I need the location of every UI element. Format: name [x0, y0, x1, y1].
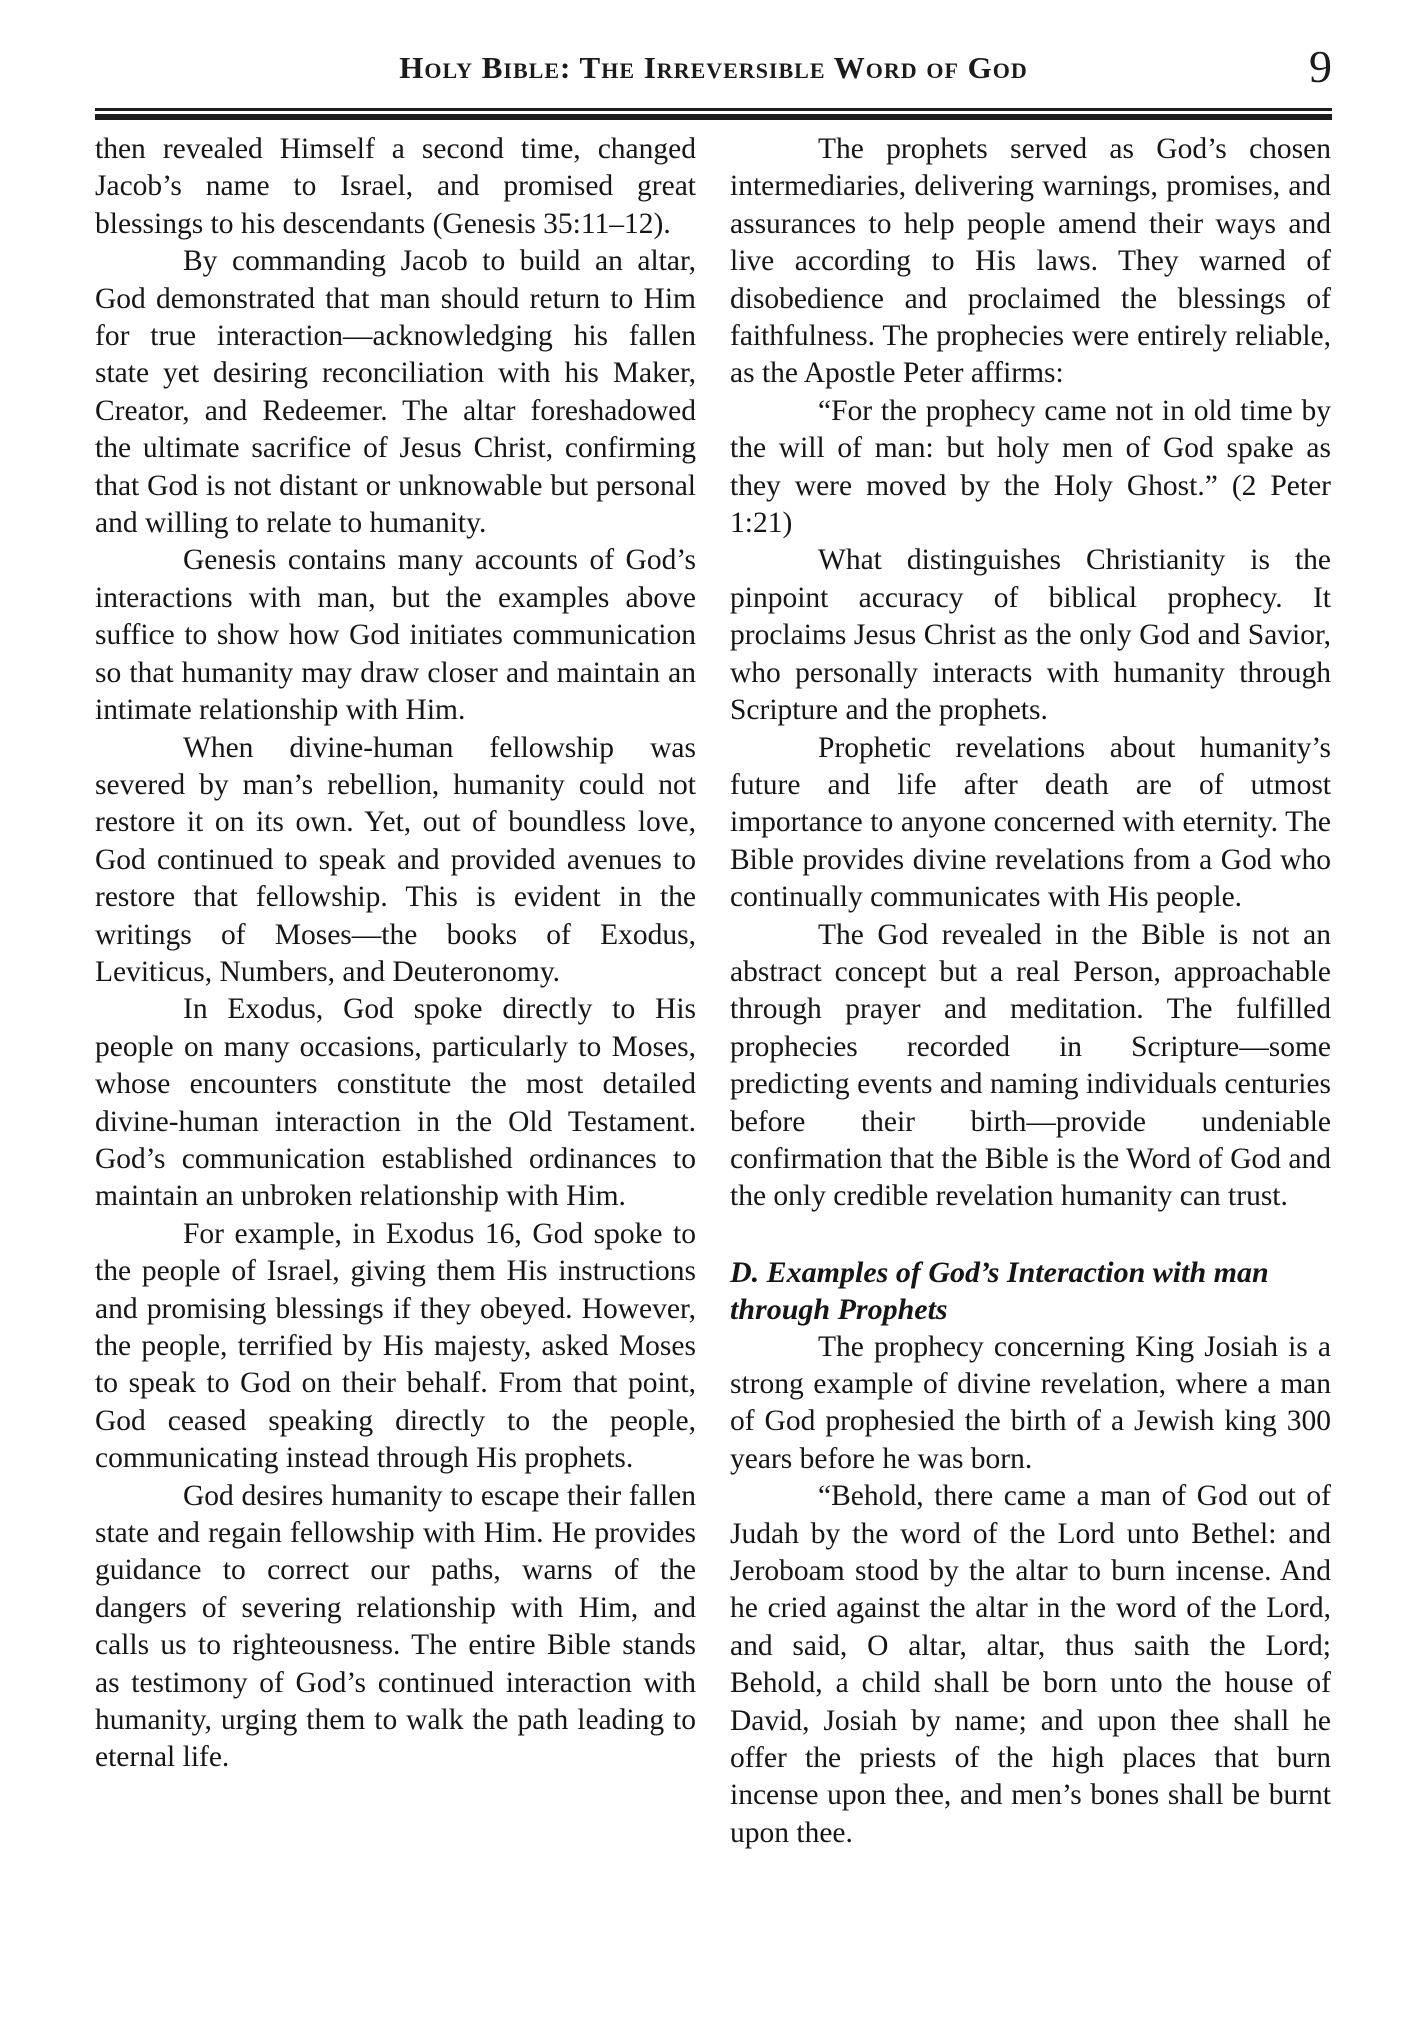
- paragraph: For example, in Exodus 16, God spoke to the people of Israel, giving them His instructions and promising blessings if they obeyed. However, the people, terrified by His majesty, asked Moses to speak to God on their behalf. From that point, God ceased speaking directly to the people, communicating instead through His prophets.: [95, 1217, 696, 1475]
- page-number: 9: [1309, 41, 1332, 92]
- left-column: [95, 131, 696, 1852]
- right-column: [730, 131, 1331, 1852]
- paragraph: The God revealed in the Bible is not an abstract concept but a real Person, approachable through prayer and meditation. The fulfilled prophecies recorded in Scripture—some predicting events and naming individuals centuries before their birth—provide undeniable confirmation that the Bible is the Word of God and the only credible revelation humanity can trust.: [730, 918, 1331, 1213]
- paragraph: By commanding Jacob to build an altar, God demonstrated that man should return to Him for true interaction—acknowledging his fallen state yet desiring reconciliation with his Maker, Creator, and Redeemer. The altar foreshadowed the ultimate sacrifice of Jesus Christ, confirming that God is not distant or unknowable but personal and willing to relate to humanity.: [95, 245, 696, 540]
- text-columns: [95, 131, 1332, 1852]
- paragraph: When divine-human fellowship was severed by man’s rebellion, humanity could not restore it on its own. Yet, out of boundless love, God continued to speak and provided avenues to restore that fellowship. This is evident in the writings of Moses—the books of Exodus, Leviticus, Numbers, and Deuteronomy.: [95, 731, 696, 988]
- header-rule: [95, 108, 1332, 120]
- paragraph: then revealed Himself a second time, changed Jacob’s name to Israel, and promised great blessings to his descendants (Genesis 35:11–12).: [95, 133, 696, 240]
- paragraph: “For the prophecy came not in old time by the will of man: but holy men of God spake as they were moved by the Holy Ghost.” (2 Peter 1:21): [730, 394, 1331, 540]
- paragraph: In Exodus, God spoke directly to His people on many occasions, particularly to Moses, whose encounters constitute the most detailed divine-human interaction in the Old Testament. God’s communication established ordinances to maintain an unbroken relationship with Him.: [95, 993, 696, 1213]
- page-title: Holy Bible: The Irreversible Word of God: [399, 50, 1028, 85]
- paragraph: The prophecy concerning King Josiah is a strong example of divine revelation, where a man of God prophesied the birth of a Jewish king 300 years before he was born.: [730, 1330, 1331, 1475]
- paragraph: God desires humanity to escape their fallen state and regain fellowship with Him. He provides guidance to correct our paths, warns of the dangers of severing relationship with Him, and calls us to righteousness. The entire Bible stands as testimony of God’s continued interaction with humanity, urging them to walk the path leading to eternal life.: [95, 1479, 696, 1774]
- paragraph: Prophetic revelations about humanity’s future and life after death are of utmost importance to anyone concerned with eternity. The Bible provides divine revelations from a God who continually communicates with His people.: [730, 731, 1331, 914]
- paragraph: “Behold, there came a man of God out of Judah by the word of the Lord unto Bethel: and Jeroboam stood by the altar to burn incense. And he cried against the altar in the word of the Lord, and said, O altar, altar, thus saith the Lord; Behold, a child shall be born unto the house of David, Josiah by name; and upon thee shall he offer the priests of the high places that burn incense upon thee, and men’s bones shall be burnt upon thee.: [730, 1480, 1331, 1849]
- paragraph: Genesis contains many accounts of God’s interactions with man, but the examples above suffice to show how God initiates communication so that humanity may draw closer and maintain an intimate relationship with Him.: [95, 544, 696, 727]
- section-heading: D. Examples of God’s Interaction with man through Prophets: [730, 1255, 1269, 1327]
- paragraph: The prophets served as God’s chosen intermediaries, delivering warnings, promises, and assurances to help people amend their ways and live according to His laws. They warned of disobedience and proclaimed the blessings of faithfulness. The prophecies were entirely reliable, as the Apostle Peter affirms:: [730, 133, 1331, 390]
- paragraph: What distinguishes Christianity is the pinpoint accuracy of biblical prophecy. It proclaims Jesus Christ as the only God and Savior, who personally interacts with humanity through Scripture and the prophets.: [730, 544, 1331, 727]
